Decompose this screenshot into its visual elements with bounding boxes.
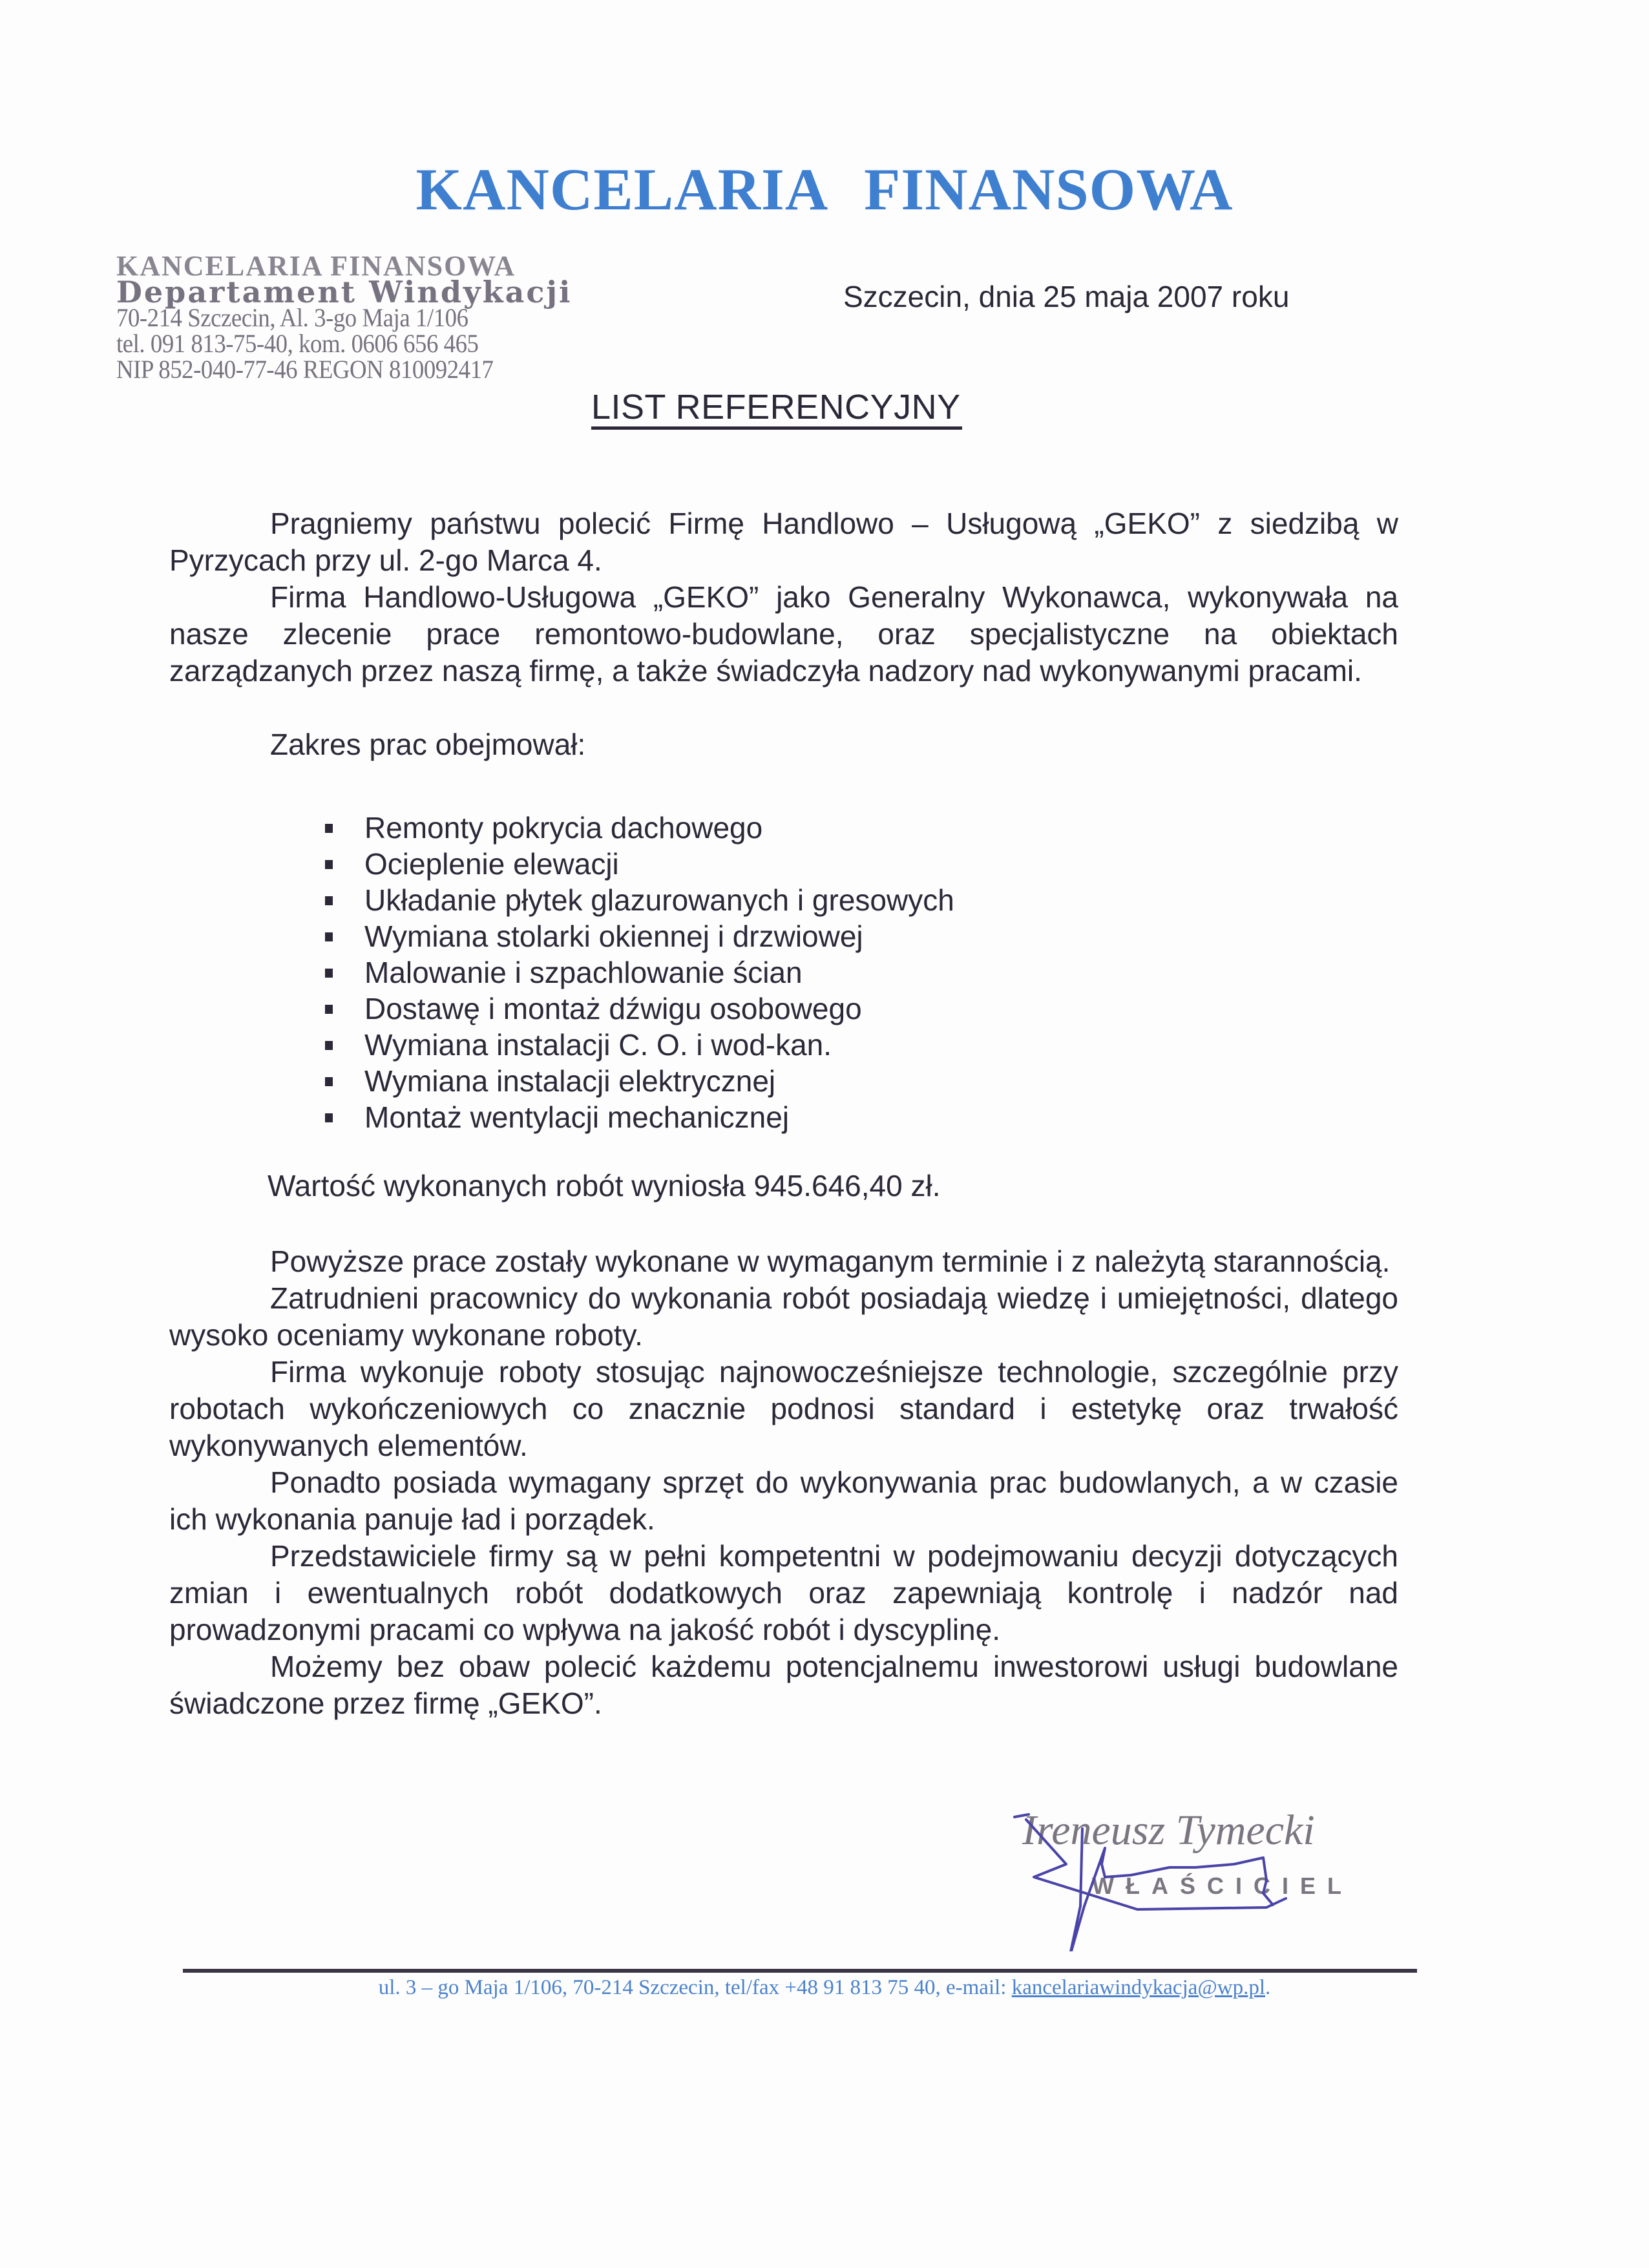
signatory-name: Ireneusz Tymecki	[1022, 1807, 1315, 1854]
scope-intro: Zakres prac obejmował:	[270, 728, 586, 761]
stamp-company-name: KANCELARIA FINANSOWA	[116, 250, 516, 282]
document-heading: LIST REFERENCYJNY	[591, 388, 962, 430]
body-paragraph: Ponadto posiada wymagany sprzęt do wykonywania prac budowlanych, a w czasie ich wykonania panuje ład i porządek.	[169, 1465, 1398, 1536]
body-paragraph: Zatrudnieni pracownicy do wykonania robót posiadają wiedzę i umiejętności, dlatego wysoko oceniamy wykonane roboty.	[169, 1281, 1398, 1352]
scope-list	[169, 810, 1398, 1135]
body-paragraph: Pragniemy państwu polecić Firmę Handlowo – Usługową „GEKO” z siedzibą w Pyrzycach przy ul. 2-go Marca 4.	[169, 507, 1398, 577]
signature-stroke	[1014, 1814, 1286, 1951]
footer-trailing: .	[1265, 1976, 1271, 1999]
footer-contact	[0, 1976, 1649, 2000]
signatory-role: WŁAŚCICIEL	[1092, 1873, 1353, 1899]
stamp-address: 70-214 Szczecin, Al. 3-go Maja 1/106	[116, 303, 468, 332]
contract-value-line: Wartość wykonanych robót wyniosła 945.646,40 zł.	[268, 1169, 941, 1202]
date-line: Szczecin, dnia 25 maja 2007 roku	[843, 280, 1290, 313]
letterhead-title: KANCELARIA FINANSOWA	[415, 156, 1234, 222]
square-bullet-icon	[325, 1113, 333, 1122]
handwritten-signature-icon	[1008, 1803, 1370, 1951]
stamp-phone: tel. 091 813-75-40, kom. 0606 656 465	[116, 329, 479, 358]
body-paragraph: Możemy bez obaw polecić każdemu potencjalnemu inwestorowi usługi budowlane świadczone przez firmę „GEKO”.	[169, 1650, 1398, 1720]
body-paragraph: Firma Handlowo-Usługowa „GEKO” jako Generalny Wykonawca, wykonywała na nasze zlecenie prace remontowo-budowlane, oraz specjalistyczne na obiektach zarządzanych przez naszą firmę, a także świadczyła nadzory nad wykonywanymi pracami.	[169, 580, 1398, 688]
list-item	[169, 882, 1398, 918]
square-bullet-icon	[325, 896, 333, 905]
list-item-text: Ocieplenie elewacji	[364, 847, 619, 881]
list-item-text: Wymiana instalacji C. O. i wod-kan.	[364, 1028, 832, 1062]
list-item-text: Wymiana instalacji elektrycznej	[364, 1064, 776, 1098]
stamp-department: Departament Windykacji	[116, 275, 572, 310]
square-bullet-icon	[325, 1077, 333, 1086]
list-item	[169, 1063, 1398, 1099]
body-paragraph: Przedstawiciele firmy są w pełni kompetentni w podejmowaniu decyzji dotyczących zmian i ewentualnych robót dodatkowych oraz zapewniają kontrolę i nadzór nad prowadzonymi pracami co wpływa na jakość robót i dyscyplinę.	[169, 1539, 1398, 1646]
list-item-text: Dostawę i montaż dźwigu osobowego	[364, 992, 862, 1025]
list-item-text: Malowanie i szpachlowanie ścian	[364, 956, 803, 989]
square-bullet-icon	[325, 1041, 333, 1050]
company-stamp	[116, 250, 572, 384]
list-item	[169, 1027, 1398, 1063]
list-item-text: Remonty pokrycia dachowego	[364, 811, 763, 845]
list-item	[169, 918, 1398, 954]
footer-divider	[183, 1969, 1417, 1973]
body-paragraph: Powyższe prace zostały wykonane w wymaganym terminie i z należytą starannością.	[270, 1244, 1391, 1278]
letter-body	[169, 505, 1398, 1722]
square-bullet-icon	[325, 860, 333, 869]
square-bullet-icon	[325, 1005, 333, 1014]
square-bullet-icon	[325, 932, 333, 941]
stamp-tax-ids: NIP 852-040-77-46 REGON 810092417	[116, 355, 494, 384]
signature-block	[1008, 1803, 1370, 1951]
list-item-text: Montaż wentylacji mechanicznej	[364, 1100, 790, 1134]
body-paragraph: Firma wykonuje roboty stosując najnowocześniejsze technologie, szczególnie przy robotach wykończeniowych co znacznie podnosi standard i estetykę oraz trwałość wykonywanych elementów.	[169, 1355, 1398, 1462]
square-bullet-icon	[325, 969, 333, 978]
list-item	[169, 1099, 1398, 1135]
list-item	[169, 991, 1398, 1027]
list-item-text: Wymiana stolarki okiennej i drzwiowej	[364, 919, 863, 953]
footer-email-link[interactable]: kancelariawindykacja@wp.pl	[1011, 1976, 1266, 1999]
list-item	[169, 810, 1398, 846]
footer-address: ul. 3 – go Maja 1/106, 70-214 Szczecin, tel/fax +48 91 813 75 40, e-mail:	[378, 1976, 1007, 1999]
list-item-text: Układanie płytek glazurowanych i gresowych	[364, 883, 954, 917]
list-item	[169, 846, 1398, 882]
list-item	[169, 954, 1398, 991]
square-bullet-icon	[325, 824, 333, 833]
